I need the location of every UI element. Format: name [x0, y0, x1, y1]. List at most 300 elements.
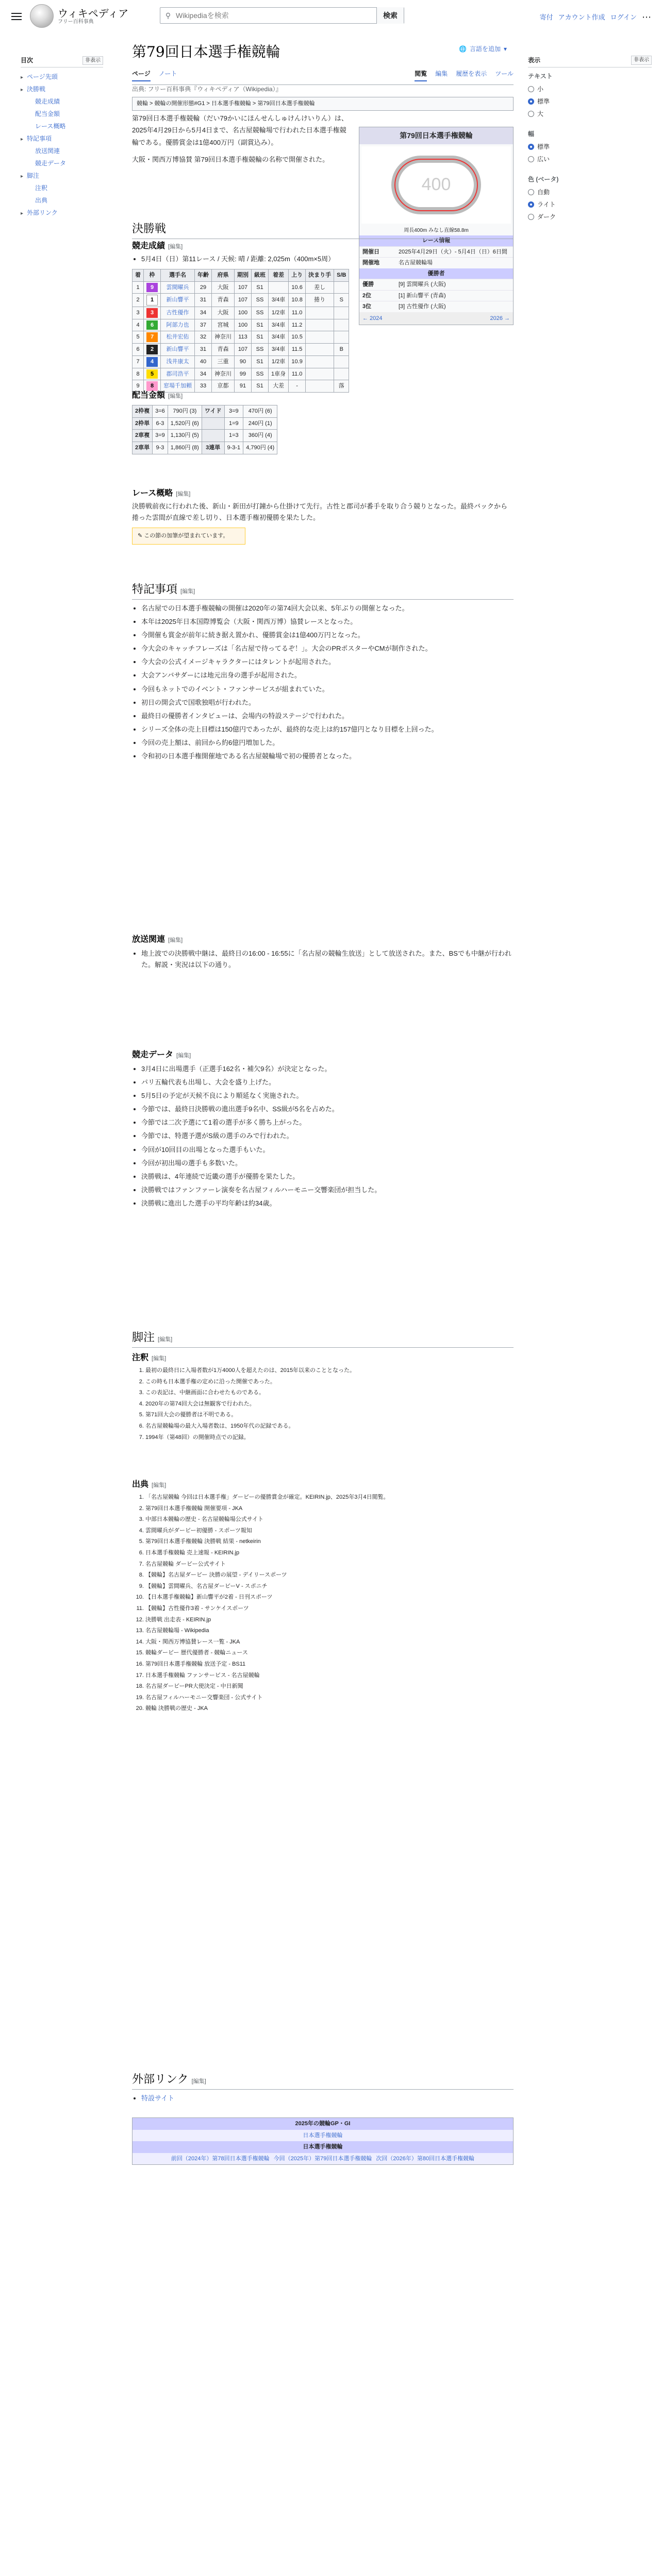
navbox-link[interactable]: 次回（2026年）第80回日本選手権競輪 [376, 2155, 475, 2162]
table-cell: 10.8 [289, 294, 306, 307]
table-header-cell: 期別 [235, 269, 252, 282]
table-cell: S1 [252, 281, 269, 294]
list-item: • 今回の売上額は、前回から約6億円増加した。 [141, 737, 514, 749]
appearance-group [528, 72, 652, 120]
lead-section [132, 112, 349, 171]
chevron-icon: ▸ [21, 75, 24, 80]
table-cell: 3=9 [153, 430, 168, 442]
table-cell: S [334, 294, 349, 307]
list-item: • 今節では、特選予選がS級の選手のみで行われた。 [141, 1130, 514, 1142]
reference-item: 6. 日本選手権競輪 売上速報 - KEIRIN.jp [145, 1549, 514, 1558]
appearance-title: 表示 [528, 57, 541, 64]
section-heading-racedata: 競走データ [編集] [132, 1050, 191, 1059]
list-item: • 今開催も賞金が前年に続き据え置かれ、優勝賞金は1億400万円となった。 [141, 630, 514, 641]
table-cell: 青森 [212, 294, 235, 307]
table-cell: 9-3-1 [224, 442, 243, 454]
table-row [133, 405, 277, 418]
next-year-link[interactable]: 2026 → [490, 315, 510, 321]
table-cell: 4,790円 (4) [243, 442, 277, 454]
table-cell: 1,860円 (8) [168, 442, 202, 454]
logo-tagline: フリー百科事典 [58, 19, 94, 25]
table-row [133, 368, 349, 380]
table-cell: 3=9 [224, 405, 243, 418]
table-cell: 1/2車 [269, 355, 289, 368]
table-cell: 青森 [212, 344, 235, 356]
appearance-option[interactable]: 標準 [528, 141, 652, 153]
infobox-section-winners: 優勝者 [359, 268, 513, 279]
table-cell: 捲り [306, 294, 334, 307]
table-cell: 2枠複 [133, 405, 153, 418]
reference-item: 1. 「名古屋競輪 今回は日本選手権」ダービーの優勝賞金が確定。KEIRIN.jp、2025年3月4日閲覧。 [145, 1493, 514, 1502]
footnote-item: 1. 最初の最終日に入場者数が1万4000人を超えたのは、2015年以来のこととなった。 [145, 1366, 514, 1376]
table-cell: 1 [133, 281, 144, 294]
footnote-item: 3. この表記は、中継画面に合わせたものである。 [145, 1388, 514, 1398]
table-cell: 33 [195, 380, 212, 393]
table-cell: 107 [235, 281, 252, 294]
table-cell: S1 [252, 355, 269, 368]
tab-read[interactable]: 閲覧 [415, 69, 427, 81]
prev-year-link[interactable]: ← 2024 [362, 315, 383, 321]
appearance-option[interactable]: 広い [528, 153, 652, 165]
reference-item: 11. 【競輪】古性優作3着 - サンケイスポーツ [145, 1604, 514, 1614]
section-heading-final: 決勝戦 [132, 221, 514, 239]
table-cell: 34 [195, 368, 212, 380]
radio-icon[interactable] [528, 189, 534, 195]
toc-item[interactable]: レース概略 [35, 123, 66, 130]
search-input[interactable] [176, 11, 376, 20]
edit-link[interactable]: [編集] [168, 244, 183, 250]
table-cell: 34 [195, 307, 212, 319]
table-row [133, 417, 277, 430]
table-row [133, 281, 349, 294]
reference-item: 10. 【日本選手権競輪】新山響平が2着 - 日刊スポーツ [145, 1593, 514, 1602]
table-cell [334, 307, 349, 319]
edit-link[interactable]: [編集] [158, 1336, 173, 1343]
table-cell: 10.6 [289, 281, 306, 294]
list-item: • 今節では、最終日決勝戦の進出選手9名中、SS級が5名を占めた。 [141, 1104, 514, 1115]
appearance-group-title: 色 (ベータ) [528, 176, 559, 183]
table-cell: 113 [235, 331, 252, 344]
broadcast-text: • 地上波での決勝戦中継は、最終日の16:00 - 16:55に「名古屋の競輪生放送」として放送された。また、BSでも中継が行われた。解説・実況は以下の通り。 [132, 948, 514, 973]
navbox [132, 2117, 514, 2165]
footnote-item: 5. 第71回大会の優勝者は不明である。 [145, 1411, 514, 1420]
table-cell: 1=9 [224, 417, 243, 430]
infobox-row: 開催地 名古屋競輪場 [359, 257, 513, 268]
table-cell[interactable]: 古性優作 [161, 307, 195, 319]
reference-item: 9. 【競輪】雲間曜兵、名古屋ダービーV - スポニチ [145, 1582, 514, 1591]
table-cell: 3 [144, 307, 161, 319]
toc-item[interactable]: 配当金額 [35, 110, 60, 117]
table-cell: 三重 [212, 355, 235, 368]
table-cell: 8 [133, 368, 144, 380]
pencil-icon: ✎ [138, 533, 144, 539]
table-cell: 470円 (6) [243, 405, 277, 418]
infobox-section-race: レース情報 [359, 235, 513, 246]
table-header-cell: 着 [133, 269, 144, 282]
top-header [0, 0, 662, 37]
table-cell: 11.5 [289, 344, 306, 356]
appearance-option[interactable]: ライト [528, 198, 652, 211]
table-cell[interactable]: 郡司浩平 [161, 368, 195, 380]
table-cell: S1 [252, 319, 269, 331]
table-cell: 2 [144, 344, 161, 356]
footnote-item: 7. 1994年（第48回）の開催時点での記録。 [145, 1433, 514, 1443]
table-cell: S1 [252, 331, 269, 344]
reference-item: 17. 日本選手権競輪 ファンサービス - 名古屋競輪 [145, 1671, 514, 1681]
create-account-link[interactable]: アカウント作成 [558, 13, 605, 21]
table-cell [306, 355, 334, 368]
tab-page[interactable]: ページ [132, 69, 151, 81]
section-heading-payout: 配当金額 [編集] [132, 391, 183, 400]
infobox-row: 開催日 2025年4月29日（火）- 5月4日（日）6日間 [359, 246, 513, 258]
table-header-cell: 級班 [252, 269, 269, 282]
appearance-option[interactable]: 小 [528, 83, 652, 95]
table-cell: 落 [334, 380, 349, 393]
list-item: • 決勝戦に進出した選手の平均年齢は約34歳。 [141, 1198, 514, 1209]
wikipedia-globe-icon [30, 4, 54, 28]
table-cell: 7 [133, 355, 144, 368]
reference-item: 4. 雲間曜兵がダービー初優勝 - スポーツ報知 [145, 1527, 514, 1536]
list-item: • 今回が初出場の選手も多数いた。 [141, 1158, 514, 1169]
toc-item[interactable]: 注釈 [35, 184, 48, 192]
appearance-panel [528, 56, 652, 232]
table-cell[interactable]: 新山響平 [161, 294, 195, 307]
table-cell [334, 281, 349, 294]
appearance-option[interactable]: 大 [528, 108, 652, 120]
table-header-cell: 府県 [212, 269, 235, 282]
table-cell: 神奈川 [212, 331, 235, 344]
summary-section [132, 501, 514, 545]
table-cell: 99 [235, 368, 252, 380]
toc-item[interactable]: 競走成績 [35, 98, 60, 105]
chevron-down-icon: ▾ [503, 45, 507, 53]
table-cell: 11.2 [289, 319, 306, 331]
table-cell: 2車複 [133, 430, 153, 442]
toc-item[interactable]: 競走データ [35, 160, 67, 167]
list-item: • 令和初の日本選手権開催地である名古屋競輪場で初の優勝者となった。 [141, 751, 514, 762]
table-cell: 3/4車 [269, 344, 289, 356]
sources-list [132, 1493, 514, 1716]
reference-item: 8. 【競輪】名古屋ダービー 決勝の展望 - デイリースポーツ [145, 1571, 514, 1580]
toc-item[interactable]: ▸ ページ先頭 [21, 73, 58, 80]
reference-item: 7. 名古屋競輪 ダービー公式サイト [145, 1560, 514, 1569]
infobox-row: 2位 [1] 新山響平 (青森) [359, 290, 513, 301]
radio-icon[interactable] [528, 98, 534, 105]
table-cell: 差し [306, 281, 334, 294]
table-row [133, 355, 349, 368]
table-cell [334, 331, 349, 344]
table-cell: 3/4車 [269, 294, 289, 307]
table-cell: 2 [133, 294, 144, 307]
table-header-cell: 上り [289, 269, 306, 282]
toc-item[interactable]: ▸ 外部リンク [21, 209, 58, 216]
more-options-icon[interactable]: ⋯ [642, 12, 652, 22]
table-cell [334, 368, 349, 380]
list-item: • 決勝戦は、4年連続で近畿の選手が優勝を果たした。 [141, 1171, 514, 1182]
radio-icon[interactable] [528, 86, 534, 92]
reference-item: 3. 中部日本競輪の歴史 - 名古屋競輪場公式サイト [145, 1515, 514, 1524]
table-cell: 240円 (1) [243, 417, 277, 430]
login-link[interactable]: ログイン [610, 13, 637, 21]
list-item: • 今回が10回目の出場となった選手もいた。 [141, 1144, 514, 1156]
reference-item: 20. 競輪 決勝戦の歴史 - JKA [145, 1704, 514, 1714]
table-cell [202, 417, 224, 430]
edit-link[interactable]: [編集] [152, 1355, 167, 1362]
results-table-wrap [132, 269, 514, 393]
table-cell [334, 355, 349, 368]
table-cell: 31 [195, 294, 212, 307]
toc-item[interactable]: ▸ 特記事項 [21, 135, 52, 142]
radio-icon[interactable] [528, 111, 534, 117]
table-cell: 2枠単 [133, 417, 153, 430]
table-cell: 神奈川 [212, 368, 235, 380]
list-item: • 大会アンバサダーには地元出身の選手が起用された。 [141, 670, 514, 681]
table-cell: SS [252, 368, 269, 380]
external-links [132, 2093, 514, 2106]
track-diagram-image[interactable] [361, 146, 511, 224]
page-title: 第79回日本選手権競輪 [132, 43, 280, 60]
appearance-hide-button[interactable]: 非表示 [631, 56, 652, 65]
table-header-cell: 選手名 [161, 269, 195, 282]
appearance-group-title: 幅 [528, 130, 535, 138]
table-cell: 91 [235, 380, 252, 393]
section-heading-annot: 注釈 [編集] [132, 1353, 167, 1362]
toc-hide-button[interactable]: 非表示 [82, 56, 103, 65]
table-cell: 1,130円 (5) [168, 430, 202, 442]
table-cell: 大阪 [212, 307, 235, 319]
payout-table [132, 405, 277, 454]
table-cell [269, 281, 289, 294]
section-heading-external: 外部リンク [編集] [132, 2071, 514, 2090]
navbox-link[interactable]: 今回（2025年）第79回日本選手権競輪 [273, 2155, 372, 2162]
translate-icon: 🌐 [459, 45, 467, 53]
table-cell: 1,520円 (6) [168, 417, 202, 430]
section-heading-broadcast: 放送関連 [編集] [132, 935, 183, 944]
appearance-option[interactable]: 自動 [528, 186, 652, 198]
infobox-row: 優勝 [9] 雲間曜兵 (大阪) [359, 279, 513, 290]
reference-item: 5. 第79回日本選手権競輪 決勝戦 結果 - netkeirin [145, 1537, 514, 1547]
table-cell: 9 [144, 281, 161, 294]
table-cell: 6-3 [153, 417, 168, 430]
radio-icon[interactable] [528, 144, 534, 150]
table-cell: 3 [133, 307, 144, 319]
table-cell: 107 [235, 344, 252, 356]
table-cell: 9-3 [153, 442, 168, 454]
list-item: • 今大会の公式イメージキャラクターにはタレントが起用された。 [141, 656, 514, 668]
section-heading-notes: 特記事項 [編集] [132, 581, 514, 600]
external-link[interactable]: 特設サイト [141, 2094, 175, 2102]
table-row [133, 294, 349, 307]
lead-paragraph: 第79回日本選手権競輪（だい79かいにほんせんしゅけんけいりん）は、2025年4月29日から5月4日まで、名古屋競輪場で行われた日本選手権競輪である。優勝賞金は1億400万円（副賞込み）。 [132, 114, 348, 146]
table-cell: 8 [144, 380, 161, 393]
user-links [540, 10, 652, 24]
table-cell: 790円 (3) [168, 405, 202, 418]
tab-edit[interactable]: 編集 [435, 70, 448, 77]
table-cell: 3/4車 [269, 331, 289, 344]
list-item: • 5月5日の予定が天候不良により順延なく実施された。 [141, 1090, 514, 1101]
table-cell [306, 319, 334, 331]
table-cell: 100 [235, 319, 252, 331]
table-cell: 3=6 [153, 405, 168, 418]
language-label: 言語を追加 [469, 45, 501, 53]
table-cell [306, 368, 334, 380]
table-cell: 3連単 [202, 442, 224, 454]
table-cell[interactable]: 新山響平 [161, 344, 195, 356]
table-cell: SS [252, 344, 269, 356]
table-cell [306, 307, 334, 319]
toc-item[interactable]: 放送関連 [35, 147, 60, 155]
table-cell[interactable]: 松井宏佑 [161, 331, 195, 344]
tab-talk[interactable]: ノート [158, 70, 177, 77]
table-cell: 大阪 [212, 281, 235, 294]
table-row [133, 331, 349, 344]
table-cell: 1車身 [269, 368, 289, 380]
appearance-option[interactable]: ダーク [528, 211, 652, 223]
table-header-cell: 枠 [144, 269, 161, 282]
list-item: • 本年は2025年日本国際博覧会（大阪・関西万博）協賛レースとなった。 [141, 616, 514, 628]
table-header-cell: 着差 [269, 269, 289, 282]
table-cell: S1 [252, 380, 269, 393]
table-cell: 9 [133, 380, 144, 393]
table-cell: 37 [195, 319, 212, 331]
table-cell [306, 344, 334, 356]
reference-item: 12. 決勝戦 出走表 - KEIRIN.jp [145, 1616, 514, 1625]
edit-link[interactable]: [編集] [191, 2078, 206, 2084]
table-cell [334, 319, 349, 331]
table-cell[interactable]: 窓場千加頼 [161, 380, 195, 393]
tab-history[interactable]: 履歴を表示 [456, 70, 487, 77]
reference-item: 15. 競輪ダービー 歴代優勝者 - 競輪ニュース [145, 1649, 514, 1658]
radio-icon[interactable] [528, 214, 534, 220]
results-table [132, 269, 349, 393]
language-button[interactable] [459, 44, 507, 54]
reference-item: 2. 第79回日本選手権競輪 開催要項 - JKA [145, 1504, 514, 1514]
footnote-item: 4. 2020年の第74回大会は無観客で行われた。 [145, 1400, 514, 1409]
table-row [133, 307, 349, 319]
toc-item[interactable]: ▸ 脚注 [21, 172, 40, 179]
toc-title: 目次 [21, 57, 34, 64]
radio-icon[interactable] [528, 156, 534, 162]
infobox-caption: 周長400m みなし直線58.8m [404, 228, 469, 233]
footnote-item: 2. この時も日本選手権の定めに沿った開催であった。 [145, 1378, 514, 1387]
table-cell: 32 [195, 331, 212, 344]
racedata-list [132, 1063, 514, 1211]
edit-link[interactable]: [編集] [152, 1482, 167, 1488]
appearance-option[interactable]: 標準 [528, 95, 652, 108]
main-menu-button[interactable] [8, 8, 25, 25]
appearance-group [528, 175, 652, 223]
table-cell: SS [252, 307, 269, 319]
site-subtitle: 出典: フリー百科事典『ウィキペディア（Wikipedia）』 [132, 86, 282, 93]
chevron-icon: ▸ [21, 174, 24, 179]
table-cell: 3/4車 [269, 319, 289, 331]
table-cell: 360円 (4) [243, 430, 277, 442]
table-cell: 31 [195, 344, 212, 356]
edit-link[interactable]: [編集] [168, 937, 183, 943]
reference-item: 13. 名古屋競輪場 - Wikipedia [145, 1626, 514, 1636]
table-cell: 100 [235, 307, 252, 319]
table-cell[interactable]: 雲間曜兵 [161, 281, 195, 294]
edit-link[interactable]: [編集] [176, 1053, 191, 1059]
list-item: • 今節では二次予選にて1着の選手が多く勝ち上がった。 [141, 1117, 514, 1128]
site-logo[interactable] [30, 4, 128, 28]
table-cell: 大差 [269, 380, 289, 393]
navbox-title: 2025年の競輪GP・GI [133, 2118, 513, 2130]
table-cell[interactable]: 阿部力也 [161, 319, 195, 331]
table-row [133, 319, 349, 331]
expand-notice: ✎ この節の加筆が望まれています。 [132, 528, 245, 545]
section-heading-footnotes: 脚注 [編集] [132, 1329, 514, 1348]
infobox-title: 第79回日本選手権競輪 [359, 127, 513, 144]
table-cell: 4 [144, 355, 161, 368]
table-cell: 11.0 [289, 368, 306, 380]
table-cell: 5 [133, 331, 144, 344]
table-header-cell: S/B [334, 269, 349, 282]
payout-table-wrap [132, 405, 514, 454]
toc-item[interactable]: 出典 [35, 197, 48, 204]
chevron-icon: ▸ [21, 211, 24, 216]
breadcrumb[interactable]: 競輪 > 競輪の開催形態#G1 > 日本選手権競輪 > 第79回日本選手権競輪 [132, 97, 514, 111]
list-item: • シリーズ全体の売上目標は150億円であったが、最終的な売上は約157億円となり目標を上回った。 [141, 724, 514, 735]
donate-link[interactable]: 寄付 [539, 13, 553, 21]
results-note: • 5月4日（日）第11レース / 天候: 晴 / 距離: 2,025m（400m×5周） [132, 253, 514, 267]
table-cell: 7 [144, 331, 161, 344]
navbox-link[interactable]: 前回（2024年）第78回日本選手権競輪 [171, 2155, 270, 2162]
list-item: • 初日の開会式で国歌独唱が行われた。 [141, 697, 514, 708]
list-item: • 今回もネットでのイベント・ファンサービスが組まれていた。 [141, 684, 514, 695]
section-heading-summary: レース概略 [編集] [132, 489, 191, 498]
reference-item: 18. 名古屋ダービーPR大使決定 - 中日新聞 [145, 1682, 514, 1691]
footnote-item: 6. 名古屋競輪場の最大入場者数は、1950年代の記録である。 [145, 1422, 514, 1431]
tab-tools[interactable]: ツール [495, 70, 514, 77]
radio-icon[interactable] [528, 201, 534, 208]
edit-link[interactable]: [編集] [180, 588, 195, 595]
list-item: • パリ五輪代表も出場し、大会を盛り上げた。 [141, 1077, 514, 1088]
edit-link[interactable]: [編集] [176, 491, 191, 497]
table-row [133, 430, 277, 442]
table-row [133, 344, 349, 356]
table-cell: 宮城 [212, 319, 235, 331]
list-item: • 名古屋での日本選手権競輪の開催は2020年の第74回大会以来、5年ぶりの開催となった。 [141, 603, 514, 614]
search-icon: ⚲ [165, 11, 171, 20]
table-cell: 11.0 [289, 307, 306, 319]
table-header-cell: 年齢 [195, 269, 212, 282]
navbox-link[interactable]: 日本選手権競輪 [303, 2132, 343, 2139]
table-cell: 2車単 [133, 442, 153, 454]
notes-list [132, 603, 514, 764]
toc-item[interactable]: ▸ 決勝戦 [21, 86, 46, 93]
table-cell: 1 [144, 294, 161, 307]
chevron-icon: ▸ [21, 137, 24, 142]
search-bar [160, 7, 404, 24]
track-length-label: 400 [421, 175, 451, 194]
table-cell [306, 331, 334, 344]
page-tabs [132, 69, 514, 85]
table-cell: 107 [235, 294, 252, 307]
summary-text: 決勝戦前夜に行われた後、新山・新田が打鐘から仕掛けて先行。古性と郡司が番手を取り合う競りとなった。最終バックから捲った雲間が直線で差し切り、日本選手権初優勝を果たした。 [132, 502, 508, 522]
edit-link[interactable]: [編集] [168, 393, 183, 399]
table-cell[interactable]: 浅井康太 [161, 355, 195, 368]
lead-paragraph: 大阪・関西万博協賛 第79回日本選手権競輪の名称で開催された。 [132, 156, 329, 164]
table-cell: 29 [195, 281, 212, 294]
search-button[interactable]: 検索 [376, 7, 404, 24]
reference-item: 19. 名古屋フィルハーモニー交響楽団 - 公式サイト [145, 1693, 514, 1703]
table-cell: 6 [133, 344, 144, 356]
table-header-cell: 決まり手 [306, 269, 334, 282]
table-cell: - [289, 380, 306, 393]
list-item: • 3月4日に出場選手（正選手162名・補欠9名）が決定となった。 [141, 1063, 514, 1075]
table-cell: 京都 [212, 380, 235, 393]
